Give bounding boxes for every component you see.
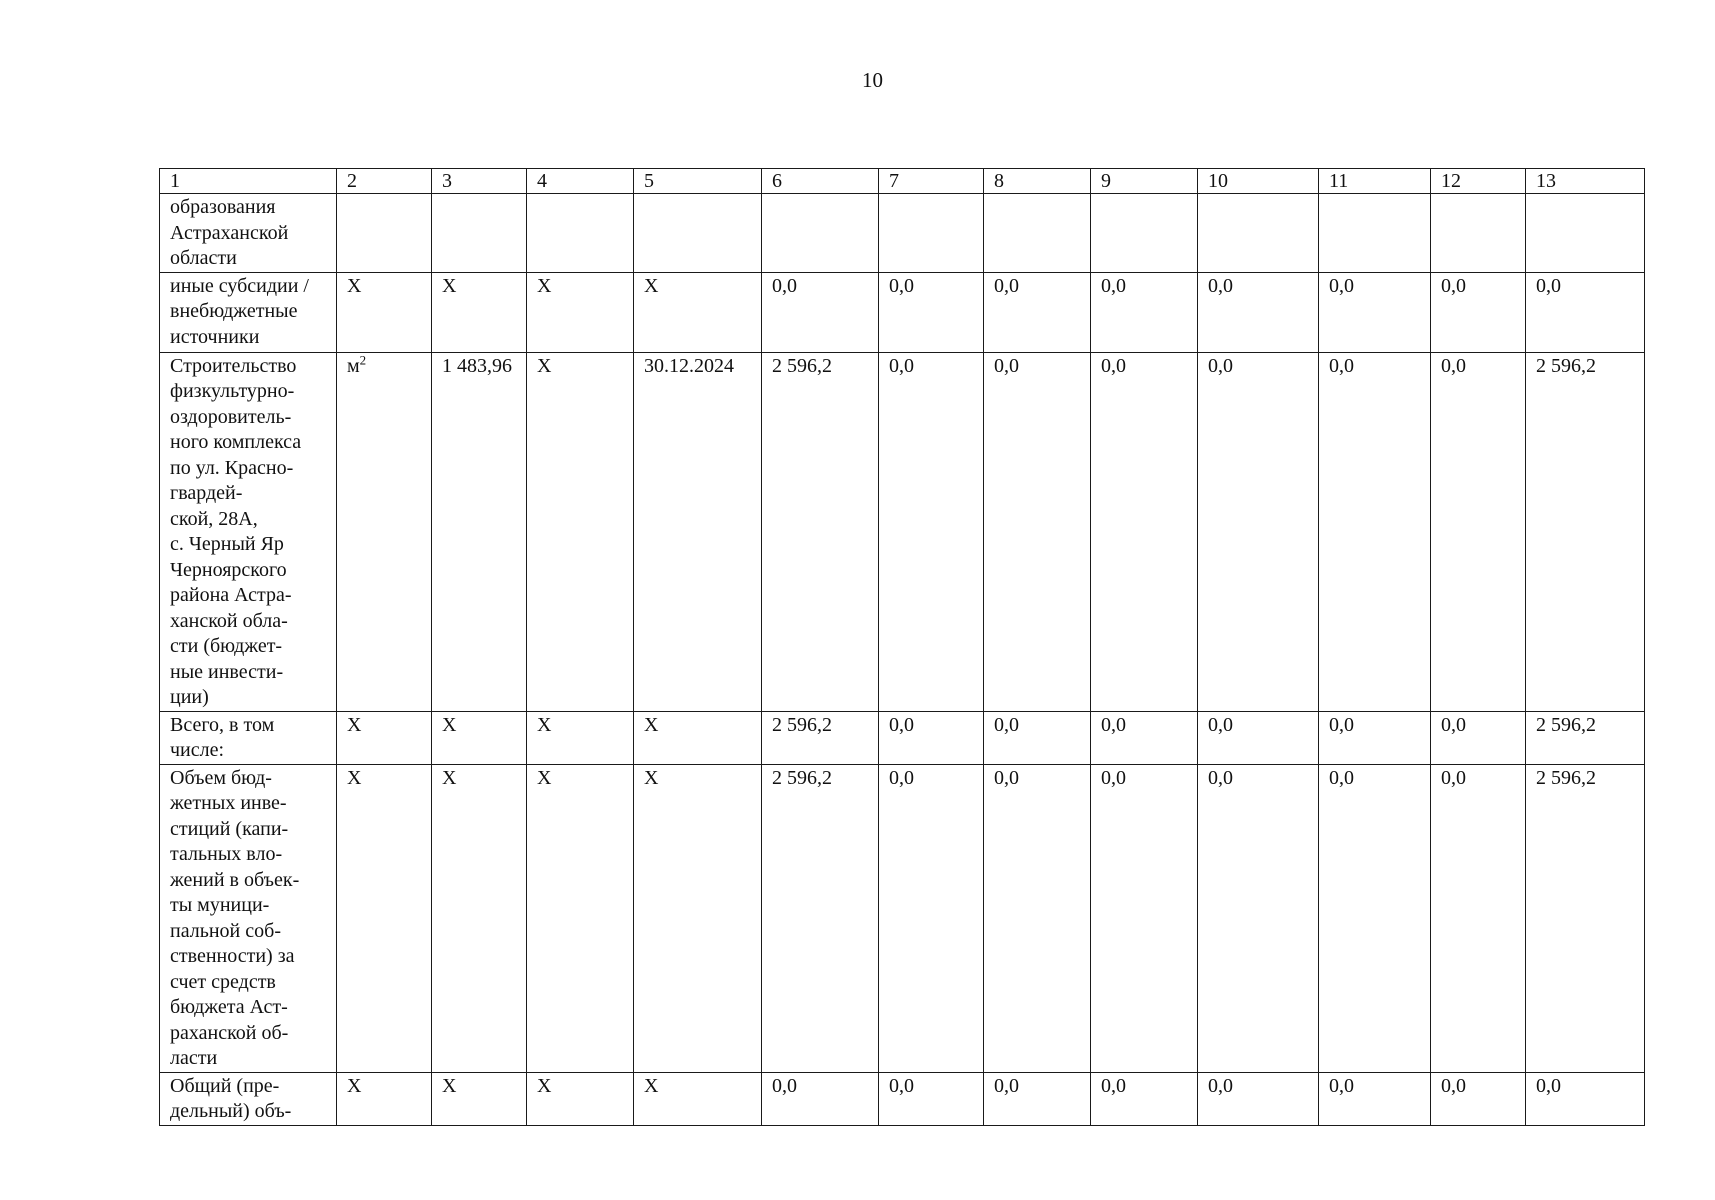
page-number: 10 <box>862 68 883 92</box>
column-number-row <box>160 169 1645 194</box>
row-label: Всего, в том числе: <box>160 711 337 764</box>
column-number: 13 <box>1526 169 1645 194</box>
table-cell: X <box>527 1072 634 1125</box>
table-cell <box>1431 194 1526 273</box>
table-cell: 0,0 <box>1319 272 1431 352</box>
table-cell <box>1198 194 1319 273</box>
table-cell: 0,0 <box>879 1072 984 1125</box>
table-cell: 0,0 <box>1091 352 1198 711</box>
table-cell: 0,0 <box>1198 764 1319 1072</box>
table-cell: 0,0 <box>879 711 984 764</box>
table-cell: 0,0 <box>1431 1072 1526 1125</box>
table-cell: 0,0 <box>879 352 984 711</box>
table-cell: X <box>527 272 634 352</box>
table-cell: 0,0 <box>1319 1072 1431 1125</box>
table-cell: X <box>634 711 762 764</box>
table-cell: 0,0 <box>1431 272 1526 352</box>
table-cell: 30.12.2024 <box>634 352 762 711</box>
table-row <box>160 352 1645 711</box>
column-number: 6 <box>762 169 879 194</box>
column-number: 4 <box>527 169 634 194</box>
row-label: иные субсидии / внебюджетные источники <box>160 272 337 352</box>
table-cell <box>762 194 879 273</box>
table-cell <box>432 194 527 273</box>
row-label: Строительство физкультурно- оздоровитель- ного комплекса по ул. Красно- гвардей- ской, 28А, с. Черный Яр Черноярского района Астра- ханской обла- сти (бюджет- ные инвести- ции) <box>160 352 337 711</box>
table-cell: 2 596,2 <box>762 352 879 711</box>
table-cell <box>527 194 634 273</box>
table-row <box>160 194 1645 273</box>
table-cell: 0,0 <box>1091 272 1198 352</box>
table-cell: 0,0 <box>1431 352 1526 711</box>
column-number: 8 <box>984 169 1091 194</box>
table-cell <box>1319 194 1431 273</box>
table-cell: 2 596,2 <box>762 764 879 1072</box>
unit-superscript: 2 <box>359 352 367 367</box>
row-label: Объем бюд- жетных инве- стиций (капи- тальных вло- жений в объек- ты муници- пальной соб- ственности) за счет средств бюджета Аст- раханской об- ласти <box>160 764 337 1072</box>
table-cell: X <box>337 764 432 1072</box>
table-cell: 0,0 <box>1091 711 1198 764</box>
row-label: образования Астраханской области <box>160 194 337 273</box>
table-cell: 2 596,2 <box>1526 352 1645 711</box>
table-cell: 0,0 <box>879 272 984 352</box>
column-number: 11 <box>1319 169 1431 194</box>
column-number: 12 <box>1431 169 1526 194</box>
table-cell <box>337 194 432 273</box>
table-cell: 2 596,2 <box>762 711 879 764</box>
table-row <box>160 1072 1645 1125</box>
unit-cell <box>337 352 432 711</box>
column-number: 7 <box>879 169 984 194</box>
table-cell: 0,0 <box>984 1072 1091 1125</box>
column-number: 5 <box>634 169 762 194</box>
table-cell: X <box>337 711 432 764</box>
table-cell: 0,0 <box>984 764 1091 1072</box>
table-cell: X <box>432 764 527 1072</box>
unit-text: м <box>347 354 360 377</box>
table-cell: X <box>432 711 527 764</box>
table-cell: 0,0 <box>984 352 1091 711</box>
row-label: Общий (пре- дельный) объ- <box>160 1072 337 1125</box>
budget-table <box>159 168 1645 1126</box>
column-number: 1 <box>160 169 337 194</box>
table-cell: 0,0 <box>1198 272 1319 352</box>
table-row <box>160 764 1645 1072</box>
table-cell <box>634 194 762 273</box>
table-cell <box>879 194 984 273</box>
table-cell: X <box>634 272 762 352</box>
table-cell: 0,0 <box>1091 1072 1198 1125</box>
column-number: 9 <box>1091 169 1198 194</box>
table-cell <box>1526 194 1645 273</box>
table-cell: 0,0 <box>1319 764 1431 1072</box>
table-cell: 0,0 <box>1431 711 1526 764</box>
table-cell: 0,0 <box>1526 272 1645 352</box>
table-cell: 0,0 <box>984 711 1091 764</box>
table-cell: 1 483,96 <box>432 352 527 711</box>
table-cell: 2 596,2 <box>1526 711 1645 764</box>
table-cell <box>984 194 1091 273</box>
table-cell: X <box>527 711 634 764</box>
table-cell: 0,0 <box>1198 1072 1319 1125</box>
table-cell: 0,0 <box>1091 764 1198 1072</box>
table-cell: X <box>527 352 634 711</box>
table-cell <box>1091 194 1198 273</box>
table-cell: 0,0 <box>762 272 879 352</box>
table-cell: X <box>432 272 527 352</box>
table-cell: 0,0 <box>1431 764 1526 1072</box>
table-cell: 0,0 <box>1319 352 1431 711</box>
table-cell: X <box>337 1072 432 1125</box>
table-cell: X <box>527 764 634 1072</box>
table-cell: 0,0 <box>1319 711 1431 764</box>
table-cell: 0,0 <box>1198 711 1319 764</box>
column-number: 2 <box>337 169 432 194</box>
table-cell: 2 596,2 <box>1526 764 1645 1072</box>
table-cell: X <box>432 1072 527 1125</box>
table-cell: 0,0 <box>879 764 984 1072</box>
table-cell: X <box>337 272 432 352</box>
table-row <box>160 711 1645 764</box>
table-cell: 0,0 <box>1198 352 1319 711</box>
column-number: 3 <box>432 169 527 194</box>
table-cell: 0,0 <box>984 272 1091 352</box>
column-number: 10 <box>1198 169 1319 194</box>
table-cell: 0,0 <box>762 1072 879 1125</box>
table-cell: 0,0 <box>1526 1072 1645 1125</box>
table-cell: X <box>634 764 762 1072</box>
table-cell: X <box>634 1072 762 1125</box>
table-row <box>160 272 1645 352</box>
